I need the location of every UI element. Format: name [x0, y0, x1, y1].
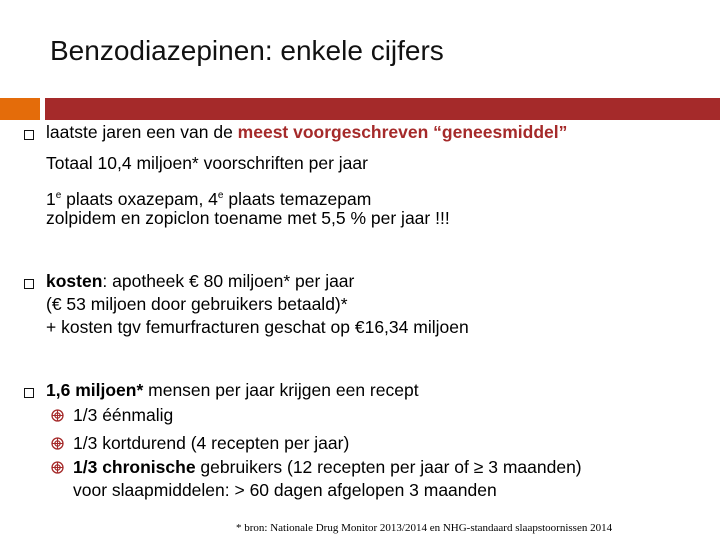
kosten-label: kosten	[46, 271, 103, 291]
bullet2-line2: (€ 53 miljoen door gebruikers betaald)*	[46, 294, 348, 314]
bullet3-line1	[46, 379, 419, 402]
sub-bullet-2: 1/3 kortdurend (4 recepten per jaar)	[73, 433, 350, 453]
slide-title: Benzodiazepinen: enkele cijfers	[50, 35, 444, 66]
bullet1-line4: zolpidem en zopiclon toename met 5,5 % per jaar !!!	[46, 208, 450, 228]
kosten-text: : apotheek € 80 miljoen* per jaar	[102, 271, 355, 291]
sub-bullet-3-line2: voor slaapmiddelen: > 60 dagen afgelopen 3 maanden	[73, 480, 497, 500]
square-bullet-icon	[24, 130, 34, 140]
users-text: mensen per jaar krijgen een recept	[143, 380, 419, 400]
rank-oxazepam: 1	[46, 189, 56, 209]
bullet1-line2: Totaal 10,4 miljoen* voorschriften per jaar	[46, 153, 368, 173]
target-bullet-icon	[51, 437, 64, 450]
accent-bar-red	[45, 98, 720, 120]
users-count: 1,6 miljoen*	[46, 380, 144, 400]
accent-bar-orange	[0, 98, 40, 120]
source-note: * bron: Nationale Drug Monitor 2013/2014 en NHG-standaard slaapstoornissen 2014	[236, 522, 613, 534]
square-bullet-icon	[24, 388, 34, 398]
bullet1-text: laatste jaren een van de	[46, 122, 238, 142]
bullet1-line1	[46, 121, 567, 144]
bullet2-line3: + kosten tgv femurfracturen geschat op €16,34 miljoen	[46, 317, 469, 337]
sub-bullet-3	[73, 456, 582, 479]
bullet1-highlight: meest voorgeschreven “geneesmiddel”	[237, 122, 568, 142]
chronisch-label: 1/3 chronische	[73, 457, 196, 477]
line3-middle: plaats oxazepam, 4	[61, 189, 218, 209]
superscript-e-2: e	[217, 190, 224, 201]
bullet2-line1	[46, 270, 354, 293]
square-bullet-icon	[24, 279, 34, 289]
target-bullet-icon	[51, 409, 64, 422]
superscript-e: e	[55, 190, 62, 201]
sub-bullet-1: 1/3 éénmalig	[73, 405, 174, 425]
chronisch-text: gebruikers (12 recepten per jaar of ≥ 3 maanden)	[195, 457, 582, 477]
target-bullet-icon	[51, 461, 64, 474]
line3-end: plaats temazepam	[223, 189, 372, 209]
